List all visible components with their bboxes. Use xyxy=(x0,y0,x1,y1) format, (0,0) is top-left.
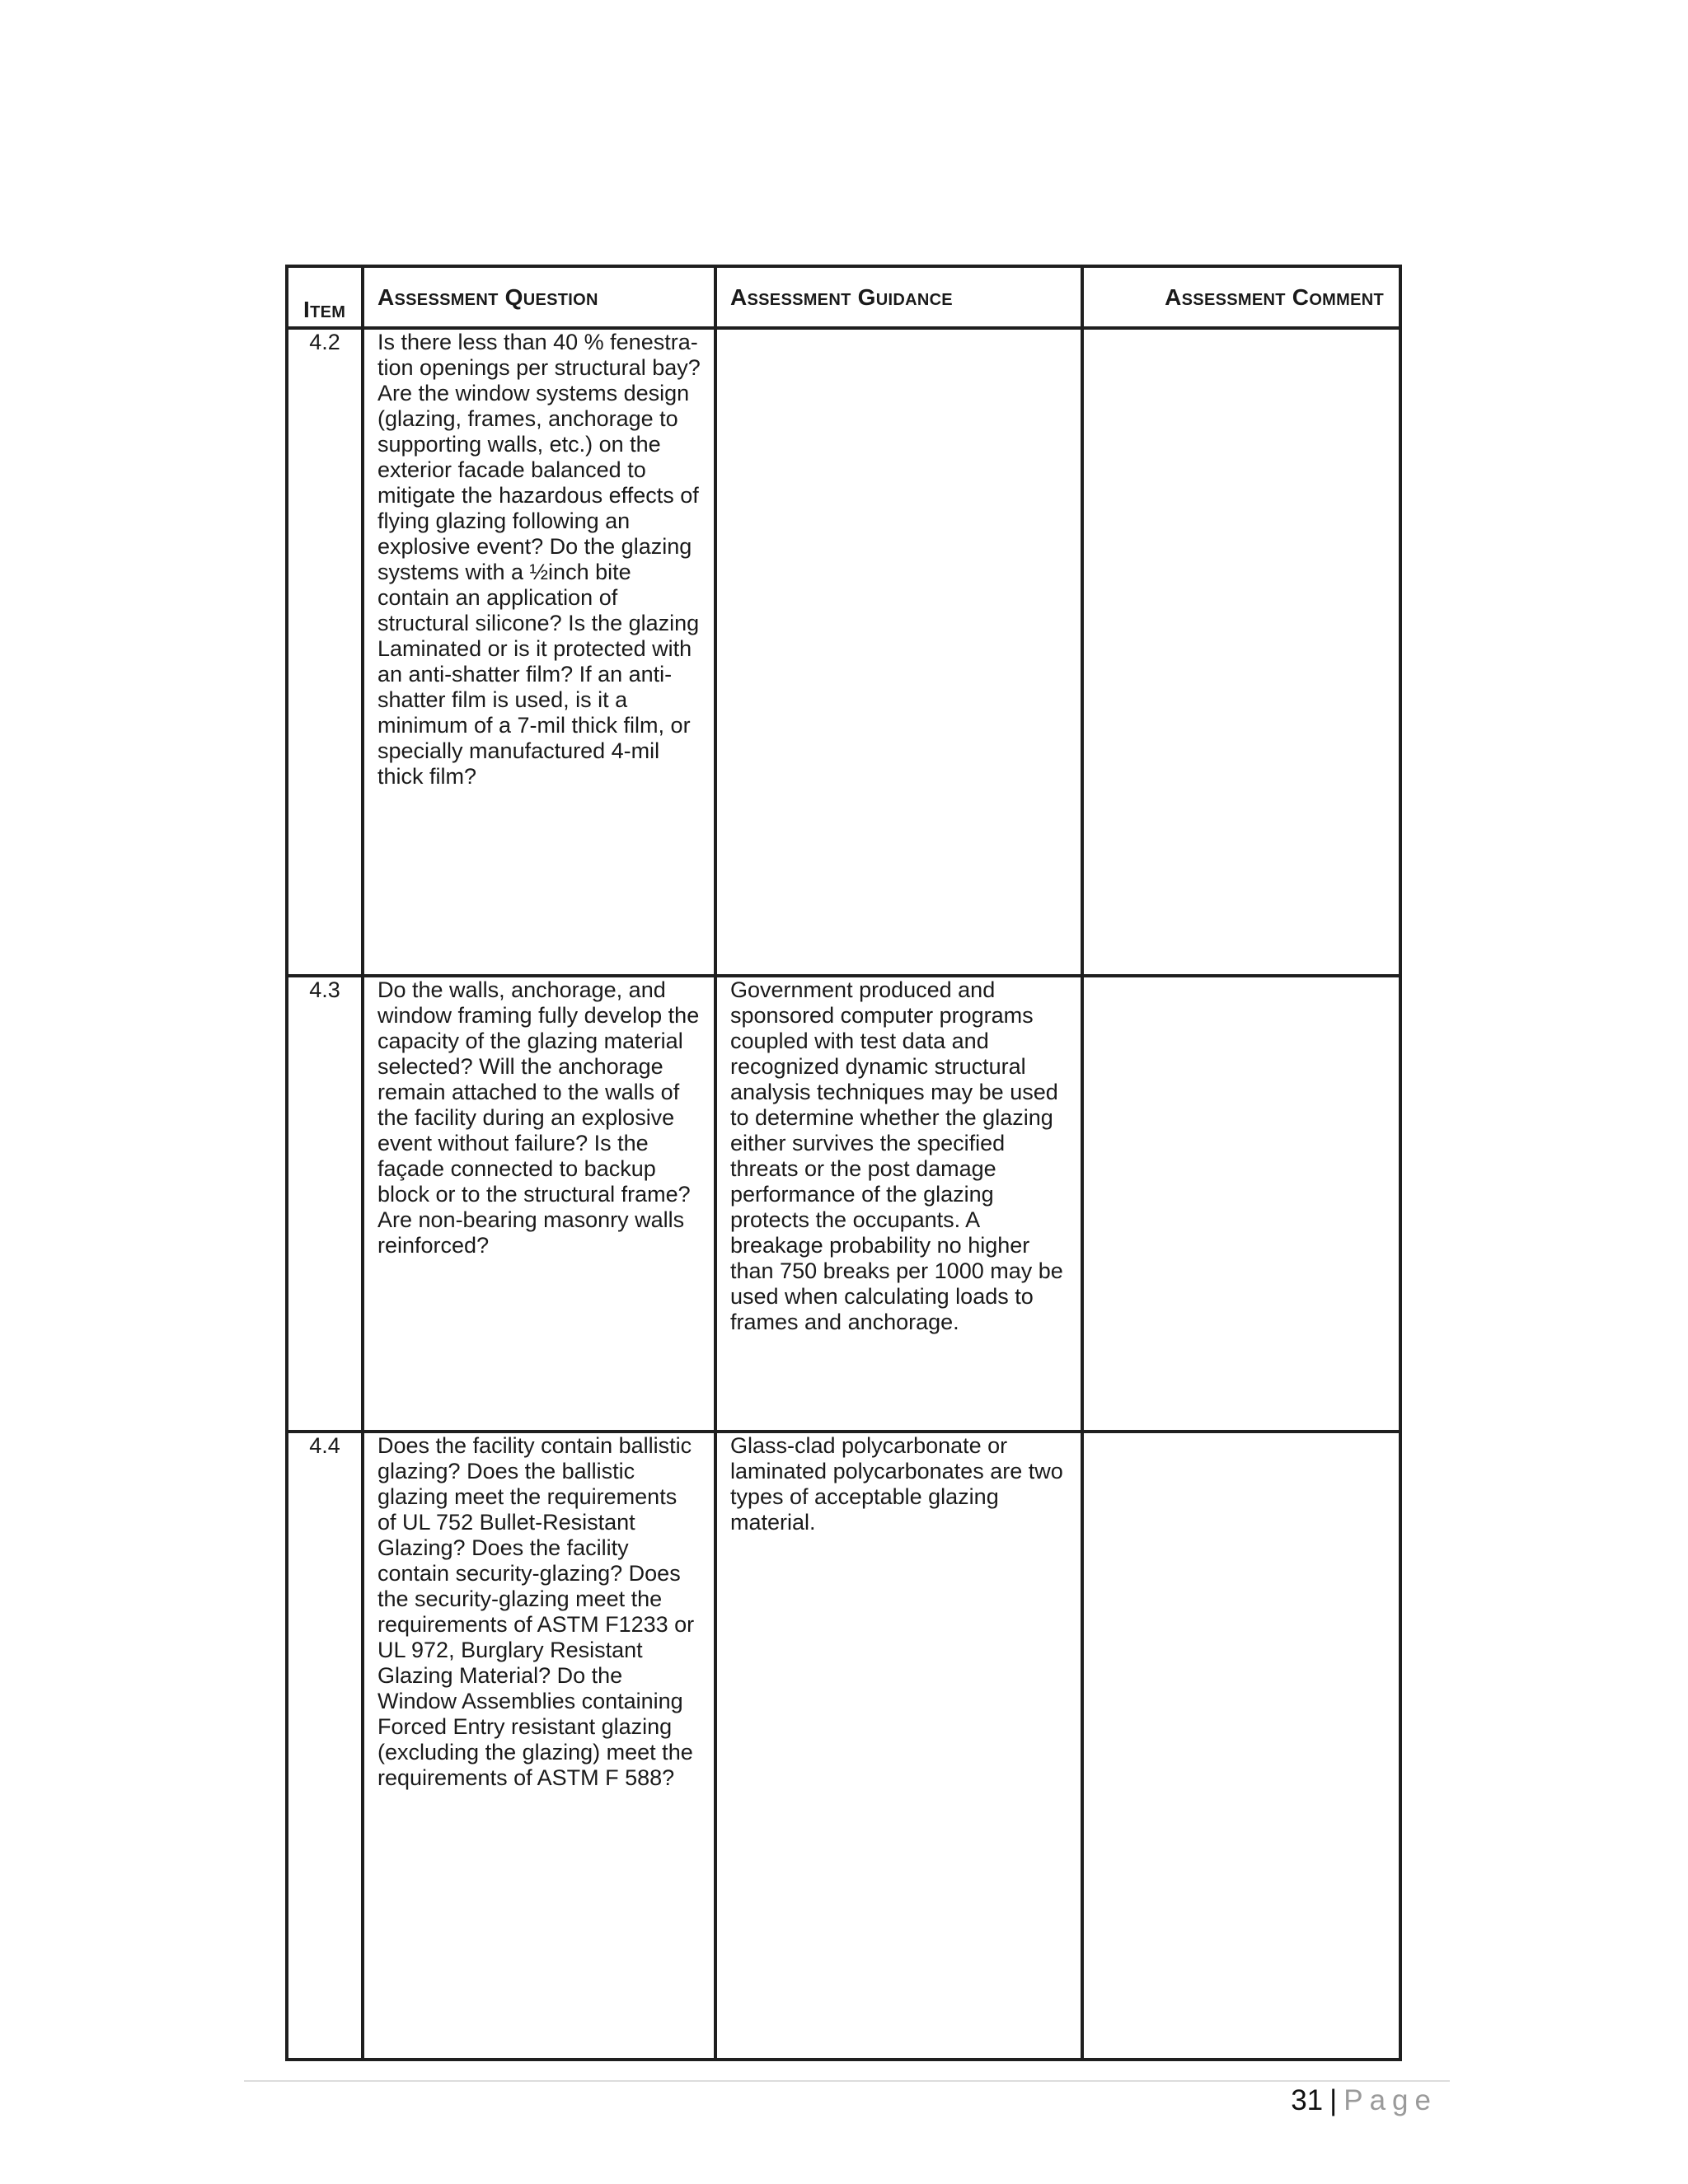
assessment-comment-cell[interactable] xyxy=(1082,976,1400,1432)
assessment-guidance-cell xyxy=(715,328,1082,976)
item-number: 4.4 xyxy=(287,1432,363,2060)
assessment-guidance-cell: Glass-clad polycarbonate or laminated polycarbonates are two types of acceptable glazing material. xyxy=(715,1432,1082,2060)
page-number: 31 xyxy=(1291,2084,1324,2116)
page-footer xyxy=(1291,2083,1437,2118)
table-row xyxy=(287,328,1400,976)
table-row xyxy=(287,976,1400,1432)
assessment-guidance-cell: Government produced and sponsored computer programs coupled with test data and recognized dynamic structural analysis techniques may be used to determine whether the glazing either survives the specified threats or the post damage performance of the glazing protects the occupants. A breakage probability no higher than 750 breaks per 1000 may be used when calculating loads to frames and anchorage. xyxy=(715,976,1082,1432)
assessment-comment-cell[interactable] xyxy=(1082,328,1400,976)
header-assessment-guidance: Assessment Guidance xyxy=(715,266,1082,328)
header-assessment-question: Assessment Question xyxy=(363,266,715,328)
assessment-table xyxy=(285,265,1402,2061)
header-assessment-comment: Assessment Comment xyxy=(1082,266,1400,328)
item-number: 4.3 xyxy=(287,976,363,1432)
table-row xyxy=(287,1432,1400,2060)
table-header-row xyxy=(287,266,1400,328)
page-label: Page xyxy=(1343,2084,1437,2116)
item-number: 4.2 xyxy=(287,328,363,976)
assessment-question-cell: Is there less than 40 % fenestra- tion openings per structural bay? Are the window systems design (glazing, frames, anchorage to supporting walls, etc.) on the exterior facade balanced to mitigate the hazardous effects of flying glazing following an explosive event? Do the glazing systems with a ½inch bite contain an application of structural silicone? Is the glazing Laminated or is it protected with an anti-shatter film? If an anti- shatter film is used, is it a minimum of a 7-mil thick film, or specially manufactured 4-mil thick film? xyxy=(363,328,715,976)
assessment-comment-cell[interactable] xyxy=(1082,1432,1400,2060)
header-item: Item xyxy=(287,266,363,328)
assessment-question-cell: Does the facility contain ballistic glazing? Does the ballistic glazing meet the requirements of UL 752 Bullet-Resistant Glazing? Does the facility contain security-glazing? Does the security-glazing meet the requirements of ASTM F1233 or UL 972, Burglary Resistant Glazing Material? Do the Window Assemblies containing Forced Entry resistant glazing (excluding the glazing) meet the requirements of ASTM F 588? xyxy=(363,1432,715,2060)
assessment-question-cell: Do the walls, anchorage, and window framing fully develop the capacity of the glazing material selected? Will the anchorage remain attached to the walls of the facility during an explosive event without failure? Is the façade connected to backup block or to the structural frame? Are non-bearing masonry walls reinforced? xyxy=(363,976,715,1432)
footer-divider xyxy=(244,2080,1450,2082)
footer-separator: | xyxy=(1329,2084,1338,2116)
